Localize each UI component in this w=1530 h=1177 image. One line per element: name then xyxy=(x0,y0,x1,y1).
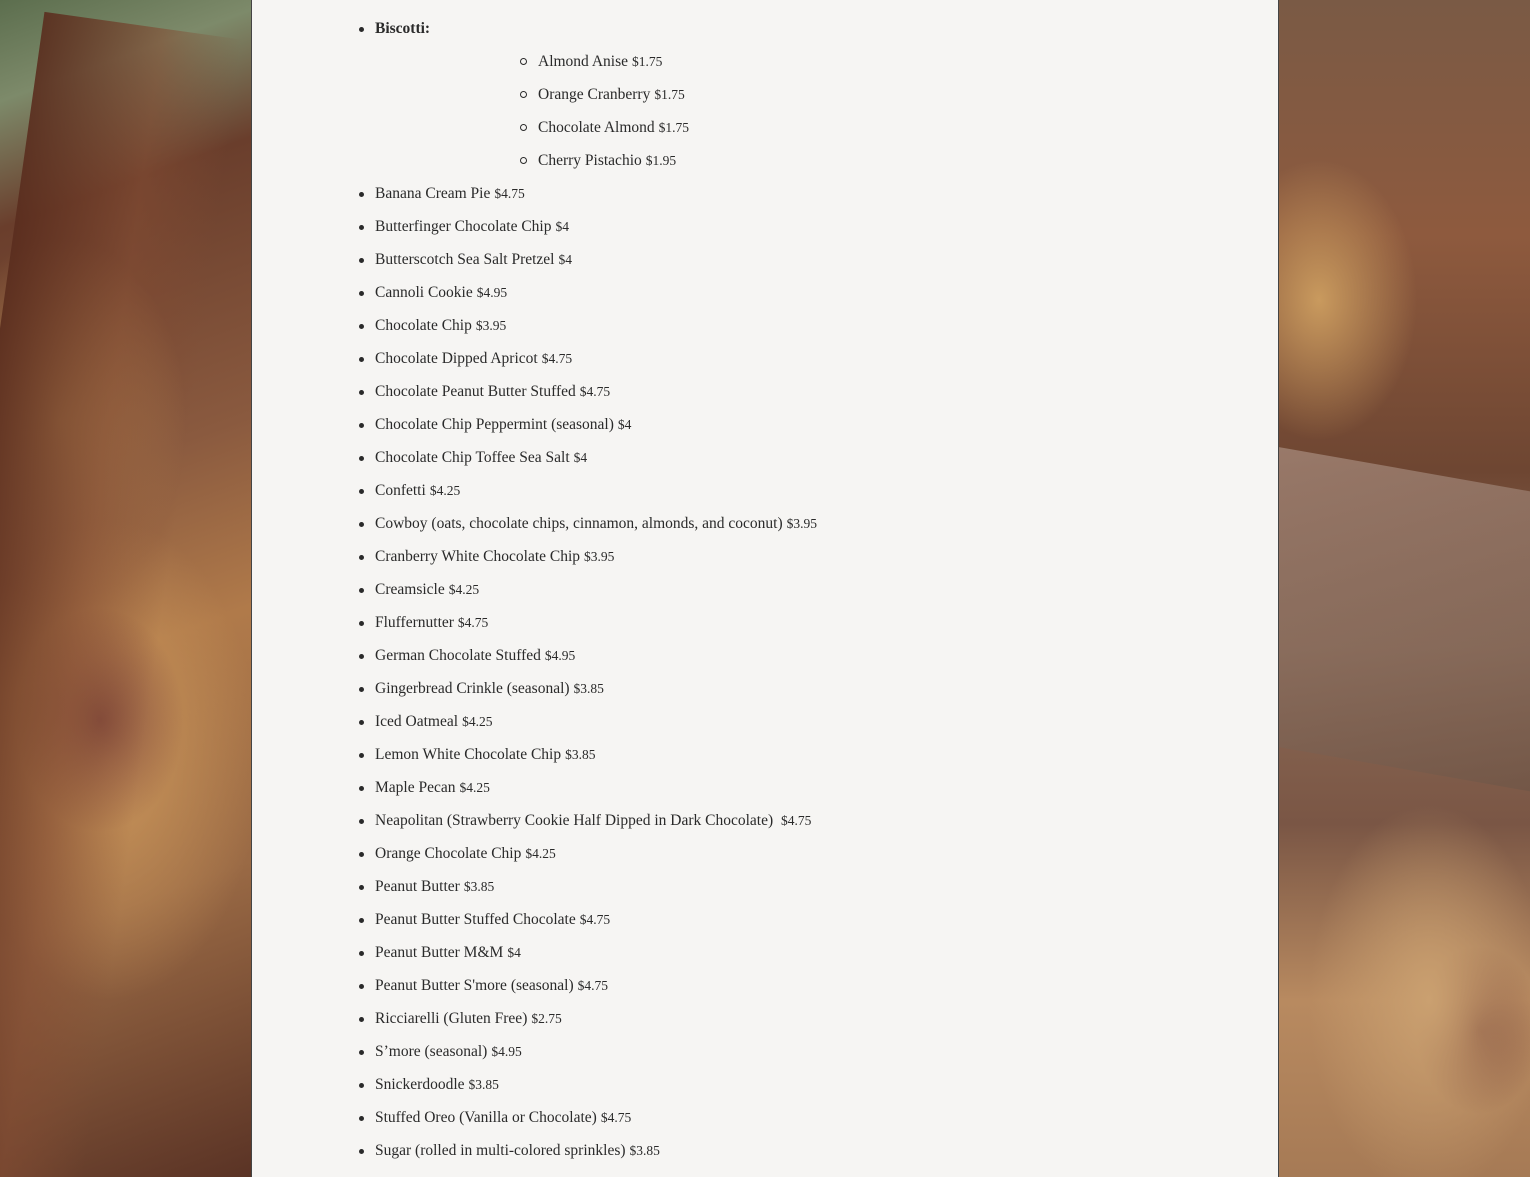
biscotti-heading: Biscotti: xyxy=(375,20,431,37)
price: $4.95 xyxy=(476,285,508,300)
list-item xyxy=(252,606,1278,639)
price: $3.95 xyxy=(786,516,818,531)
list-item xyxy=(375,78,1278,111)
item-name: Peanut Butter S'more (seasonal) xyxy=(375,977,574,994)
item-name: Almond Anise xyxy=(538,53,628,70)
price: $3.95 xyxy=(475,318,507,333)
price: $4.25 xyxy=(525,846,556,861)
item-name: Peanut Butter xyxy=(375,878,460,895)
item-name: Stuffed Oreo (Vanilla or Chocolate) xyxy=(375,1109,597,1126)
list-item xyxy=(252,1035,1278,1068)
list-item xyxy=(252,1068,1278,1101)
price: $4.95 xyxy=(491,1044,522,1059)
item-name: Cranberry White Chocolate Chip xyxy=(375,548,581,565)
list-item xyxy=(252,573,1278,606)
item-name: Orange Cranberry xyxy=(538,86,651,103)
item-name: Iced Oatmeal xyxy=(375,713,459,730)
item-name: Cowboy (oats, chocolate chips, cinnamon, almonds, and coconut) xyxy=(375,515,783,532)
item-name: Maple Pecan xyxy=(375,779,456,796)
list-item xyxy=(252,705,1278,738)
price: $1.75 xyxy=(658,120,690,135)
item-name: Chocolate Chip xyxy=(375,317,472,334)
list-item xyxy=(252,969,1278,1002)
item-name: Butterfinger Chocolate Chip xyxy=(375,218,552,235)
item-name: Sugar (rolled in multi-colored sprinkles) xyxy=(375,1142,626,1159)
list-item xyxy=(252,639,1278,672)
list-item xyxy=(375,45,1278,78)
item-name: Chocolate Almond xyxy=(538,119,655,136)
item-name: Peanut Butter M&M xyxy=(375,944,504,961)
item-name: Chocolate Dipped Apricot xyxy=(375,350,538,367)
price: $4.25 xyxy=(459,780,490,795)
price: $4.75 xyxy=(781,813,812,828)
list-item xyxy=(375,111,1278,144)
item-name: Peanut Butter Stuffed Chocolate xyxy=(375,911,576,928)
list-item xyxy=(252,771,1278,804)
cookie-menu-list xyxy=(252,12,1278,1167)
list-item xyxy=(252,210,1278,243)
item-name: Banana Cream Pie xyxy=(375,185,491,202)
item-name: Ricciarelli (Gluten Free) xyxy=(375,1010,528,1027)
list-item xyxy=(252,672,1278,705)
list-item xyxy=(252,936,1278,969)
item-name: S’more (seasonal) xyxy=(375,1043,488,1060)
list-item xyxy=(252,276,1278,309)
price: $4.95 xyxy=(544,648,576,663)
price: $4 xyxy=(617,417,632,432)
list-item xyxy=(375,144,1278,177)
list-item xyxy=(252,375,1278,408)
price: $2.75 xyxy=(531,1011,562,1026)
price: $4.75 xyxy=(541,351,573,366)
list-item xyxy=(252,1101,1278,1134)
item-name: Lemon White Chocolate Chip xyxy=(375,746,562,763)
list-item xyxy=(252,177,1278,210)
list-item xyxy=(252,408,1278,441)
price: $4 xyxy=(555,219,569,234)
price: $3.85 xyxy=(573,681,604,696)
item-name: Orange Chocolate Chip xyxy=(375,845,522,862)
list-item xyxy=(252,1002,1278,1035)
price: $4.75 xyxy=(579,384,611,399)
price: $1.95 xyxy=(645,153,677,168)
price: $3.85 xyxy=(468,1077,499,1092)
item-name: Chocolate Chip Peppermint (seasonal) xyxy=(375,416,614,433)
price: $1.75 xyxy=(632,54,663,69)
list-item xyxy=(252,243,1278,276)
list-item xyxy=(252,342,1278,375)
price: $4.75 xyxy=(579,912,611,927)
list-item xyxy=(252,903,1278,936)
price: $4.25 xyxy=(448,582,480,597)
price: $4.25 xyxy=(429,483,461,498)
list-item xyxy=(252,804,1278,837)
price: $4 xyxy=(573,450,588,465)
price: $4.25 xyxy=(462,714,493,729)
item-name: Creamsicle xyxy=(375,581,445,598)
price: $3.85 xyxy=(565,747,596,762)
item-name: Gingerbread Crinkle (seasonal) xyxy=(375,680,570,697)
list-item xyxy=(252,738,1278,771)
price: $4.75 xyxy=(577,978,609,993)
item-name: Neapolitan (Strawberry Cookie Half Dipped in Dark Chocolate) xyxy=(375,812,778,829)
item-name: Fluffernutter xyxy=(375,614,454,631)
price: $4 xyxy=(558,252,572,267)
price: $4 xyxy=(507,945,521,960)
price: $3.95 xyxy=(584,549,615,564)
price: $1.75 xyxy=(654,87,685,102)
menu-panel xyxy=(251,0,1279,1177)
item-name: Chocolate Peanut Butter Stuffed xyxy=(375,383,576,400)
background-photo-left xyxy=(0,0,251,1177)
list-item xyxy=(252,1134,1278,1167)
list-item xyxy=(252,474,1278,507)
item-name: Chocolate Chip Toffee Sea Salt xyxy=(375,449,570,466)
list-item xyxy=(252,441,1278,474)
biscotti-group xyxy=(252,12,1278,177)
item-name: Snickerdoodle xyxy=(375,1076,465,1093)
list-item xyxy=(252,309,1278,342)
price: $4.75 xyxy=(600,1110,632,1125)
price: $4.75 xyxy=(457,615,489,630)
biscotti-sublist xyxy=(375,45,1278,177)
background-photo-right xyxy=(1279,0,1530,1177)
item-name: Confetti xyxy=(375,482,426,499)
item-name: Cherry Pistachio xyxy=(538,152,642,169)
list-item xyxy=(252,507,1278,540)
item-name: German Chocolate Stuffed xyxy=(375,647,541,664)
price: $3.85 xyxy=(463,879,495,894)
list-item xyxy=(252,837,1278,870)
list-item xyxy=(252,540,1278,573)
item-name: Butterscotch Sea Salt Pretzel xyxy=(375,251,555,268)
item-name: Cannoli Cookie xyxy=(375,284,473,301)
price: $4.75 xyxy=(494,186,525,201)
list-item xyxy=(252,870,1278,903)
price: $3.85 xyxy=(629,1143,660,1158)
